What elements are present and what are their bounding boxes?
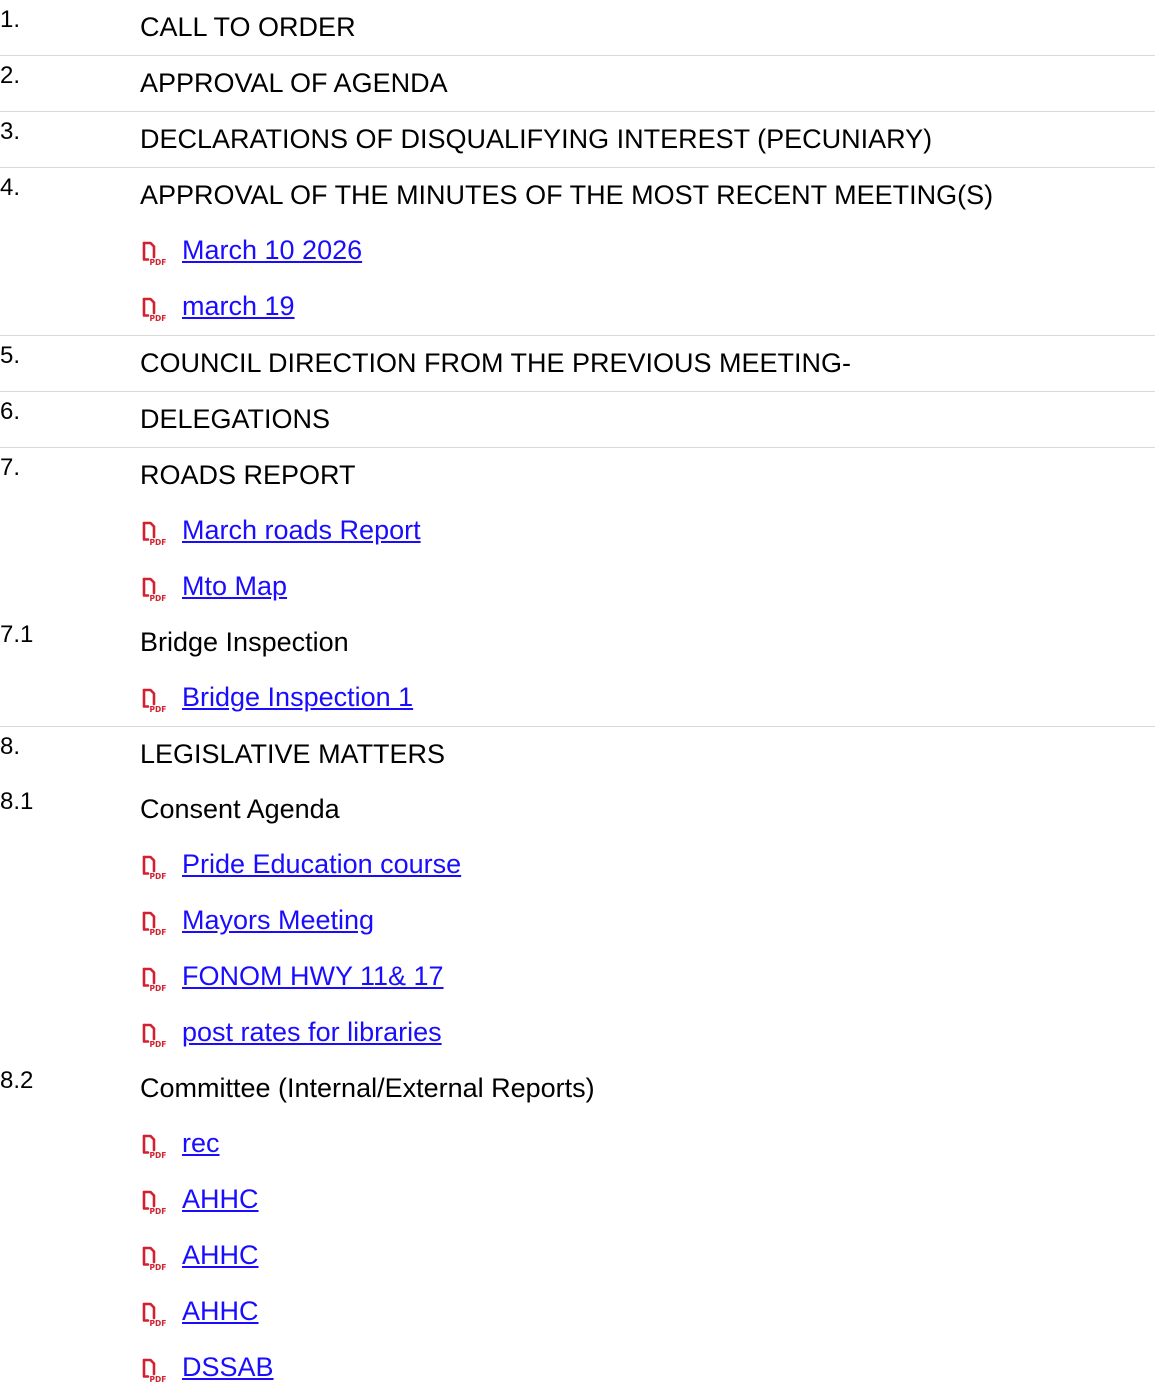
svg-text:PDF: PDF — [149, 1151, 167, 1160]
attachment-row — [0, 893, 1155, 949]
pdf-icon — [140, 1190, 174, 1216]
attachment-link[interactable]: Mayors Meeting — [182, 905, 375, 935]
svg-text:PDF: PDF — [149, 872, 167, 881]
item-title: DECLARATIONS OF DISQUALIFYING INTEREST (PECUNIARY) — [140, 124, 933, 154]
attachment-row — [0, 1172, 1155, 1228]
svg-text:PDF: PDF — [149, 928, 167, 937]
pdf-icon — [140, 297, 174, 323]
agenda-item — [0, 615, 1155, 670]
agenda-item — [0, 0, 1155, 55]
item-title: APPROVAL OF AGENDA — [140, 68, 448, 98]
pdf-icon-graphic — [140, 688, 174, 714]
agenda-item — [0, 336, 1155, 391]
agenda-section — [0, 727, 1155, 1396]
attachment-link[interactable]: March roads Report — [182, 515, 421, 545]
attachment-link[interactable]: post rates for libraries — [182, 1017, 442, 1047]
pdf-icon-graphic — [140, 967, 174, 993]
attachment-row — [0, 1116, 1155, 1172]
svg-text:PDF: PDF — [149, 1040, 167, 1049]
pdf-icon — [140, 577, 174, 603]
svg-text:PDF: PDF — [149, 1207, 167, 1216]
item-number: 8.2 — [0, 1067, 34, 1094]
pdf-icon — [140, 1134, 174, 1160]
attachment-link[interactable]: Mto Map — [182, 571, 288, 601]
pdf-icon — [140, 521, 174, 547]
attachment-row — [0, 279, 1155, 335]
svg-text:PDF: PDF — [149, 538, 167, 547]
item-number: 8. — [0, 733, 21, 760]
pdf-icon-graphic — [140, 297, 174, 323]
attachment-row — [0, 949, 1155, 1005]
svg-text:PDF: PDF — [149, 705, 167, 714]
agenda-section — [0, 56, 1155, 112]
item-title: COUNCIL DIRECTION FROM THE PREVIOUS MEETING- — [140, 348, 852, 378]
pdf-icon — [140, 967, 174, 993]
attachment-row — [0, 559, 1155, 615]
item-number: 7.1 — [0, 621, 34, 648]
pdf-icon — [140, 241, 174, 267]
item-number: 3. — [0, 118, 21, 145]
pdf-icon-graphic — [140, 1190, 174, 1216]
agenda-section — [0, 112, 1155, 168]
pdf-icon — [140, 1023, 174, 1049]
attachment-link[interactable]: AHHC — [182, 1296, 259, 1326]
agenda-item — [0, 112, 1155, 167]
agenda-section — [0, 0, 1155, 56]
svg-text:PDF: PDF — [149, 258, 167, 267]
svg-text:PDF: PDF — [149, 1375, 167, 1384]
item-number: 2. — [0, 62, 21, 89]
attachment-row — [0, 223, 1155, 279]
pdf-icon — [140, 1246, 174, 1272]
item-title: Consent Agenda — [140, 794, 340, 824]
item-number: 4. — [0, 174, 21, 201]
pdf-icon-graphic — [140, 855, 174, 881]
attachment-row — [0, 1340, 1155, 1396]
item-title: APPROVAL OF THE MINUTES OF THE MOST RECENT MEETING(S) — [140, 180, 994, 210]
pdf-icon — [140, 1302, 174, 1328]
attachment-row — [0, 1284, 1155, 1340]
attachment-row — [0, 837, 1155, 893]
pdf-icon — [140, 1358, 174, 1384]
attachment-link[interactable]: DSSAB — [182, 1352, 274, 1382]
attachment-row — [0, 670, 1155, 726]
attachment-link[interactable]: march 19 — [182, 291, 295, 321]
agenda-section — [0, 336, 1155, 392]
agenda-item — [0, 727, 1155, 782]
item-number: 1. — [0, 6, 21, 33]
pdf-icon-graphic — [140, 241, 174, 267]
pdf-icon-graphic — [140, 1302, 174, 1328]
svg-text:PDF: PDF — [149, 1263, 167, 1272]
agenda-item — [0, 782, 1155, 837]
item-title: DELEGATIONS — [140, 404, 331, 434]
svg-text:PDF: PDF — [149, 1319, 167, 1328]
attachment-link[interactable]: rec — [182, 1128, 220, 1158]
agenda-item — [0, 392, 1155, 447]
pdf-icon-graphic — [140, 911, 174, 937]
item-title: Committee (Internal/External Reports) — [140, 1073, 595, 1103]
agenda-item — [0, 56, 1155, 111]
pdf-icon-graphic — [140, 1134, 174, 1160]
agenda-item — [0, 168, 1155, 223]
attachment-row — [0, 1005, 1155, 1061]
pdf-icon-graphic — [140, 577, 174, 603]
pdf-icon — [140, 855, 174, 881]
pdf-icon-graphic — [140, 1358, 174, 1384]
item-number: 6. — [0, 398, 21, 425]
agenda-section — [0, 168, 1155, 336]
attachment-link[interactable]: Bridge Inspection 1 — [182, 682, 414, 712]
attachment-row — [0, 1228, 1155, 1284]
svg-text:PDF: PDF — [149, 314, 167, 323]
pdf-icon-graphic — [140, 521, 174, 547]
attachment-row — [0, 503, 1155, 559]
item-number: 5. — [0, 342, 21, 369]
pdf-icon-graphic — [140, 1023, 174, 1049]
attachment-link[interactable]: AHHC — [182, 1240, 259, 1270]
pdf-icon — [140, 688, 174, 714]
attachment-link[interactable]: AHHC — [182, 1184, 259, 1214]
attachment-link[interactable]: FONOM HWY 11& 17 — [182, 961, 444, 991]
item-number: 7. — [0, 454, 21, 481]
item-title: CALL TO ORDER — [140, 12, 356, 42]
agenda-item — [0, 1061, 1155, 1116]
agenda-section — [0, 392, 1155, 448]
agenda-item — [0, 448, 1155, 503]
pdf-icon-graphic — [140, 1246, 174, 1272]
svg-text:PDF: PDF — [149, 984, 167, 993]
attachment-link[interactable]: Pride Education course — [182, 849, 462, 879]
item-title: LEGISLATIVE MATTERS — [140, 739, 446, 769]
pdf-icon — [140, 911, 174, 937]
item-title: Bridge Inspection — [140, 627, 349, 657]
item-title: ROADS REPORT — [140, 460, 356, 490]
svg-text:PDF: PDF — [149, 594, 167, 603]
item-number: 8.1 — [0, 788, 34, 815]
agenda-section — [0, 448, 1155, 727]
attachment-link[interactable]: March 10 2026 — [182, 235, 363, 265]
